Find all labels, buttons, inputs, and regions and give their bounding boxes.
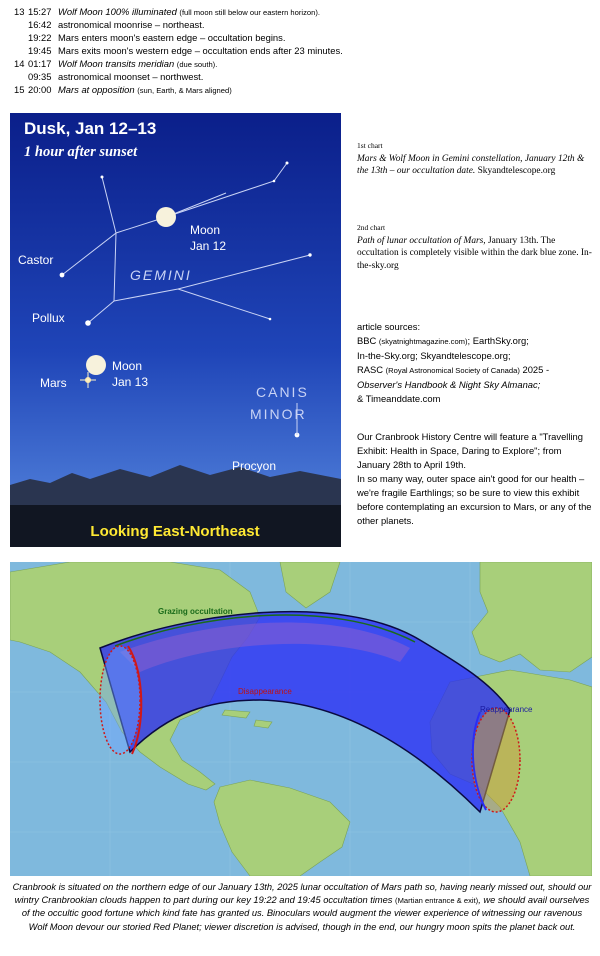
moon-jan13-label-line2: Jan 13 bbox=[112, 375, 149, 389]
moon-jan12-label-line2: Jan 12 bbox=[190, 239, 227, 253]
grazing-label: Grazing occultation bbox=[158, 607, 233, 616]
event-row: 09:35 astronomical moonset – northwest. bbox=[28, 71, 204, 82]
mars-label: Mars bbox=[40, 376, 67, 390]
castor-label: Castor bbox=[18, 253, 54, 267]
sky-chart-title: Dusk, Jan 12–13 bbox=[24, 119, 157, 138]
reappearance-label: Reappearance bbox=[480, 705, 533, 714]
caption-chart-2-label: 2nd chart bbox=[357, 223, 386, 232]
exhibit-notice-p1: Our Cranbrook History Centre will feature a "Travelling Exhibit: Health in Space, Daring to Explore"; from January 28th to April 19th. bbox=[357, 431, 583, 470]
caption-chart-2-emphasis: Path of lunar occultation of Mars, bbox=[357, 235, 486, 246]
moon-jan13-label-line1: Moon bbox=[112, 359, 143, 373]
event-row: 16:42 astronomical moonrise – northeast. bbox=[28, 19, 205, 30]
caption-chart-1 bbox=[357, 140, 595, 178]
disappearance-label: Disappearance bbox=[238, 687, 292, 696]
disappearance-limb bbox=[100, 646, 140, 754]
sources-line-3: RASC (Royal Astronomical Society of Canada) 2025 - bbox=[357, 364, 550, 375]
exhibit-notice-p2: In so many way, outer space ain't good for our health – we're fragile Earthlings; so be sure to view this exhibit before contemplating an excursion to Mars, or any of the other planets. bbox=[357, 473, 592, 526]
event-row: 13 15:27 Wolf Moon 100% illuminated (full moon still below our eastern horizon). bbox=[14, 6, 320, 17]
exhibit-notice bbox=[357, 430, 595, 528]
article-sources bbox=[357, 320, 595, 406]
closing-paragraph-part-b: , we should avail ourselves of the occultic good fortune which kind fate has granted us. Binoculars would augment the viewer experience of witnessing our ravenous Wolf Moon devour our storied Red Planet; viewer discretion is advised, though in the end, our hungry moon spits the planet back out. bbox=[21, 895, 590, 932]
sky-chart-subtitle: 1 hour after sunset bbox=[24, 144, 138, 160]
closing-paragraph-part-a: Cranbrook is situated on the northern edge of our January 13th, 2025 lunar occultation of Mars path so, having nearly missed out, should our wintry Cranbrookian clouds happen to part during our key 19:22 and 19:45 occultation times bbox=[12, 882, 592, 906]
caption-chart-1-source: Skyandtelescope.org bbox=[477, 166, 556, 176]
procyon-label: Procyon bbox=[232, 459, 277, 473]
moon-jan12-icon bbox=[156, 207, 176, 227]
canis-label-line2: MINOR bbox=[250, 406, 307, 422]
canis-label-line1: CANIS bbox=[256, 384, 309, 400]
caption-chart-1-label: 1st chart bbox=[357, 141, 383, 150]
looking-direction-label: Looking East-Northeast bbox=[90, 523, 260, 540]
event-row: 19:45 Mars exits moon's western edge – occultation ends after 23 minutes. bbox=[28, 45, 343, 56]
gemini-label: GEMINI bbox=[130, 267, 192, 283]
caption-chart-2 bbox=[357, 222, 595, 272]
moon-jan13-icon bbox=[86, 355, 106, 375]
sky-chart bbox=[10, 113, 341, 547]
event-row: 19:22 Mars enters moon's eastern edge – occultation begins. bbox=[28, 32, 286, 43]
closing-paragraph-note: (Martian entrance & exit) bbox=[395, 896, 479, 906]
caption-chart-1-emphasis: occultation date. bbox=[412, 166, 476, 176]
sources-line-1: BBC (skyatnightmagazine.com); EarthSky.org; bbox=[357, 335, 529, 346]
sources-heading: article sources: bbox=[357, 321, 421, 332]
pollux-label: Pollux bbox=[32, 311, 65, 325]
sources-line-2: In-the-Sky.org; Skyandtelescope.org; bbox=[357, 350, 511, 361]
closing-paragraph bbox=[12, 881, 592, 934]
event-row: 14 01:17 Wolf Moon transits meridian (due south). bbox=[14, 58, 218, 69]
caption-chart-2-source: In-the-sky.org bbox=[357, 248, 592, 271]
moon-jan12-label-line1: Moon bbox=[190, 223, 221, 237]
sources-line-5: & Timeanddate.com bbox=[357, 393, 441, 404]
caption-chart-2-body: January 13th. The occultation is completely visible within the dark blue zone. bbox=[357, 235, 579, 258]
caption-chart-1-body: Mars & Wolf Moon in Gemini constellation, January 12th & the 13th – our bbox=[357, 153, 585, 176]
occultation-map bbox=[10, 562, 592, 876]
event-row: 15 20:00 Mars at opposition (sun, Earth, & Mars aligned) bbox=[14, 84, 232, 95]
sources-line-4: Observer's Handbook & Night Sky Almanac; bbox=[357, 379, 541, 390]
